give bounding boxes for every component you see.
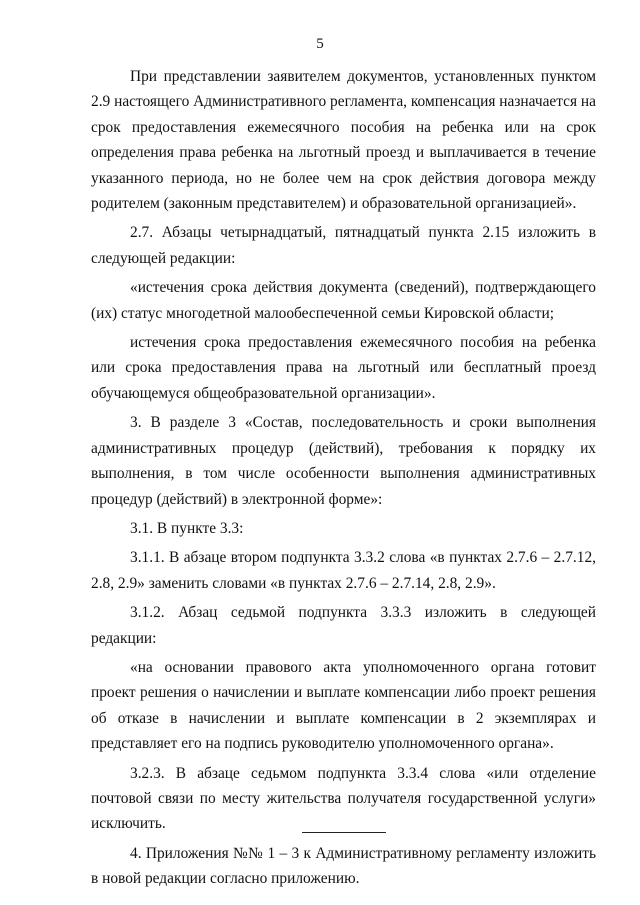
- paragraph-quote-decision: «на основании правового акта уполномоченного органа готовит проект решения о начислении и выплате компенсации либо проект решения об отказе в начислении и выплате компенсации в 2 экземплярах и представляет его на подпись руководителю уполномоченного органа».: [91, 658, 596, 753]
- paragraph-3-1-1: 3.1.1. В абзаце втором подпункта 3.3.2 слова «в пунктах 2.7.6 – 2.7.12, 2.8, 2.9» заменить словами «в пунктах 2.7.6 – 2.7.14, 2.8, 2.9».: [91, 549, 596, 592]
- paragraph-section-3: 3. В разделе 3 «Состав, последовательность и сроки выполнения административных процедур (действий), требования к порядку их выполнения, в том числе особенности выполнения административных процедур (действий) в электронной форме»:: [91, 414, 596, 508]
- page-number: 5: [316, 36, 324, 52]
- paragraph-3-1-2: 3.1.2. Абзац седьмой подпункта 3.3.3 изложить в следующей редакции:: [91, 604, 596, 647]
- document-body: [91, 64, 596, 896]
- paragraph-compensation-term: При представлении заявителем документов, установленных пунктом 2.9 настоящего Административного регламента, компенсация назначается на срок предоставления ежемесячного пособия на ребенка или на срок определения права ребенка на льготный проезд и выплачивается в течение указанного периода, но не более чем на срок действия договора между родителем (законным представителем) и образовательной организацией».: [91, 68, 596, 213]
- end-separator-line: [302, 832, 386, 833]
- paragraph-3-2-3: 3.2.3. В абзаце седьмом подпункта 3.3.4 слова «или отделение почтовой связи по месту жительства получателя государственной услуги» исключить.: [91, 764, 596, 833]
- paragraph-4-appendices: 4. Приложения №№ 1 – 3 к Административному регламенту изложить в новой редакции согласно приложению.: [91, 844, 596, 888]
- paragraph-quote-allowance-expiry: истечения срока предоставления ежемесячного пособия на ребенка или срока предоставления права на льготный или бесплатный проезд обучающемуся общеобразовательной организации».: [91, 334, 596, 402]
- paragraph-quote-status-expiry: «истечения срока действия документа (сведений), подтверждающего (их) статус многодетной малообеспеченной семьи Кировской области;: [91, 279, 596, 322]
- paragraph-3-1: 3.1. В пункте 3.3:: [130, 519, 244, 537]
- paragraph-2-7: 2.7. Абзацы четырнадцатый, пятнадцатый пункта 2.15 изложить в следующей редакции:: [91, 224, 596, 267]
